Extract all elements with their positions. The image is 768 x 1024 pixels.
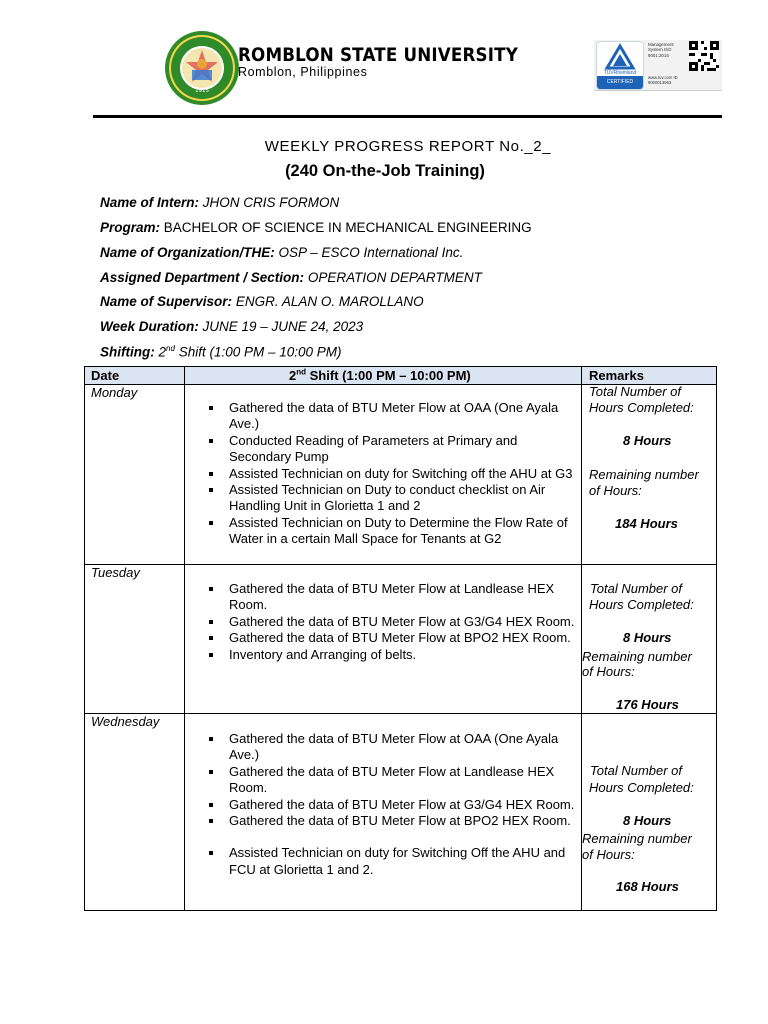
shifting-value-sup: nd: [166, 344, 175, 353]
remaining-hours-label: Remaining number: [589, 467, 699, 482]
day-cell: Monday: [91, 385, 138, 400]
shifting-line: [100, 344, 342, 360]
cert-standard: Management System ISO 9001:2015: [648, 42, 674, 58]
total-hours-value: 8 Hours: [623, 433, 672, 448]
column-divider: [184, 367, 185, 910]
university-location: Romblon, Philippines: [238, 65, 368, 79]
task-item: Gathered the data of BTU Meter Flow at OAA (One Ayala Ave.): [205, 731, 583, 764]
shifting-value-pre: 2: [158, 344, 167, 360]
letterhead: [0, 0, 768, 118]
iso-certification-badge: [594, 40, 722, 91]
org-label: Name of Organization/THE:: [100, 245, 275, 260]
total-hours-label: Total Number of: [590, 581, 683, 596]
intern-label: Name of Intern:: [100, 195, 200, 210]
task-item: Gathered the data of BTU Meter Flow at OAA (One Ayala Ave.): [205, 400, 583, 433]
header-shift-pre: 2: [289, 368, 297, 383]
week-value: JUNE 19 – JUNE 24, 2023: [202, 319, 364, 334]
task-item: Assisted Technician on duty for Switching Off the AHU and FCU at Glorietta 1 and 2.: [205, 845, 583, 878]
row-divider: [85, 564, 716, 565]
university-seal-logo: [164, 30, 240, 106]
supervisor-line: [100, 294, 424, 309]
org-value: OSP – ESCO International Inc.: [278, 245, 464, 260]
task-item: Gathered the data of BTU Meter Flow at Landlease HEX Room.: [205, 581, 583, 614]
program-value: BACHELOR OF SCIENCE IN MECHANICAL ENGINEERING: [163, 220, 532, 235]
task-item: Inventory and Arranging of belts.: [205, 647, 583, 663]
row-divider: [85, 713, 716, 714]
organization-line: [100, 245, 463, 260]
report-subtitle: (240 On-the-Job Training): [285, 162, 485, 180]
total-hours-label: Hours Completed:: [589, 780, 694, 795]
task-item: Gathered the data of BTU Meter Flow at Landlease HEX Room.: [205, 764, 583, 797]
shifting-value-post: Shift (1:00 PM – 10:00 PM): [178, 344, 342, 360]
cert-id: www.tuv.com ID 9000013963: [648, 75, 678, 86]
shifting-label: Shifting:: [100, 344, 155, 360]
remaining-hours-label: of Hours:: [582, 664, 635, 679]
header-divider: [93, 115, 722, 118]
task-item: Gathered the data of BTU Meter Flow at BPO2 HEX Room.: [205, 813, 583, 829]
remaining-hours-value: 168 Hours: [616, 879, 679, 894]
day-cell: Tuesday: [91, 565, 140, 580]
remaining-hours-label: Remaining number: [582, 649, 692, 664]
total-hours-label: Total Number of: [590, 763, 683, 778]
report-title: WEEKLY PROGRESS REPORT No._2_: [264, 138, 552, 155]
task-item: Assisted Technician on duty for Switching off the AHU at G3: [205, 466, 583, 482]
header-shift-post: Shift (1:00 PM – 10:00 PM): [309, 368, 471, 383]
task-list: [205, 400, 583, 548]
tuv-brand: TÜVRheinland: [603, 70, 637, 76]
task-list: [205, 731, 583, 878]
total-hours-value: 8 Hours: [623, 813, 672, 828]
total-hours-label: Total Number of: [589, 384, 682, 399]
qr-code-icon: [689, 41, 719, 71]
total-hours-value: 8 Hours: [623, 630, 672, 645]
intern-line: [100, 195, 339, 210]
day-cell: Wednesday: [91, 714, 160, 729]
remaining-hours-label: of Hours:: [582, 847, 635, 862]
task-item: Gathered the data of BTU Meter Flow at G3/G4 HEX Room.: [205, 797, 583, 813]
remaining-hours-label: of Hours:: [589, 483, 642, 498]
dept-value: OPERATION DEPARTMENT: [307, 270, 482, 285]
intern-value: JHON CRIS FORMON: [202, 195, 340, 210]
tuv-certified-label: CERTIFIED: [606, 79, 634, 85]
task-item: Assisted Technician on Duty to conduct checklist on Air Handling Unit in Glorietta 1 and 2: [205, 482, 583, 515]
dept-label: Assigned Department / Section:: [100, 270, 305, 285]
header-date: Date: [91, 368, 120, 383]
total-hours-label: Hours Completed:: [589, 400, 694, 415]
task-item: Assisted Technician on Duty to Determine the Flow Rate of Water in a certain Mall Space for Tenants at G2: [205, 515, 583, 548]
header-shift: [289, 367, 471, 384]
tuv-certified-band: [597, 76, 643, 89]
remaining-hours-value: 176 Hours: [616, 697, 679, 712]
remaining-hours-value: 184 Hours: [615, 516, 678, 531]
supervisor-value: ENGR. ALAN O. MAROLLANO: [235, 294, 424, 309]
header-remarks: Remarks: [589, 368, 644, 383]
week-duration-line: [100, 319, 363, 334]
task-item: Gathered the data of BTU Meter Flow at G3/G4 HEX Room.: [205, 614, 583, 630]
task-list: [205, 581, 583, 663]
total-hours-label: Hours Completed:: [589, 597, 694, 612]
header-shift-sup: nd: [296, 367, 307, 377]
program-label: Program:: [100, 220, 161, 235]
progress-table: [84, 366, 717, 911]
remaining-hours-label: Remaining number: [582, 831, 692, 846]
supervisor-label: Name of Supervisor:: [100, 294, 233, 309]
university-name: ROMBLON STATE UNIVERSITY: [238, 44, 519, 66]
task-item: Conducted Reading of Parameters at Primary and Secondary Pump: [205, 433, 583, 466]
seal-year: 1915: [195, 88, 209, 94]
program-line: [100, 220, 532, 235]
tuv-logo: [596, 41, 644, 90]
department-line: [100, 270, 482, 285]
week-label: Week Duration:: [100, 319, 199, 334]
task-item: Gathered the data of BTU Meter Flow at BPO2 HEX Room.: [205, 630, 583, 646]
